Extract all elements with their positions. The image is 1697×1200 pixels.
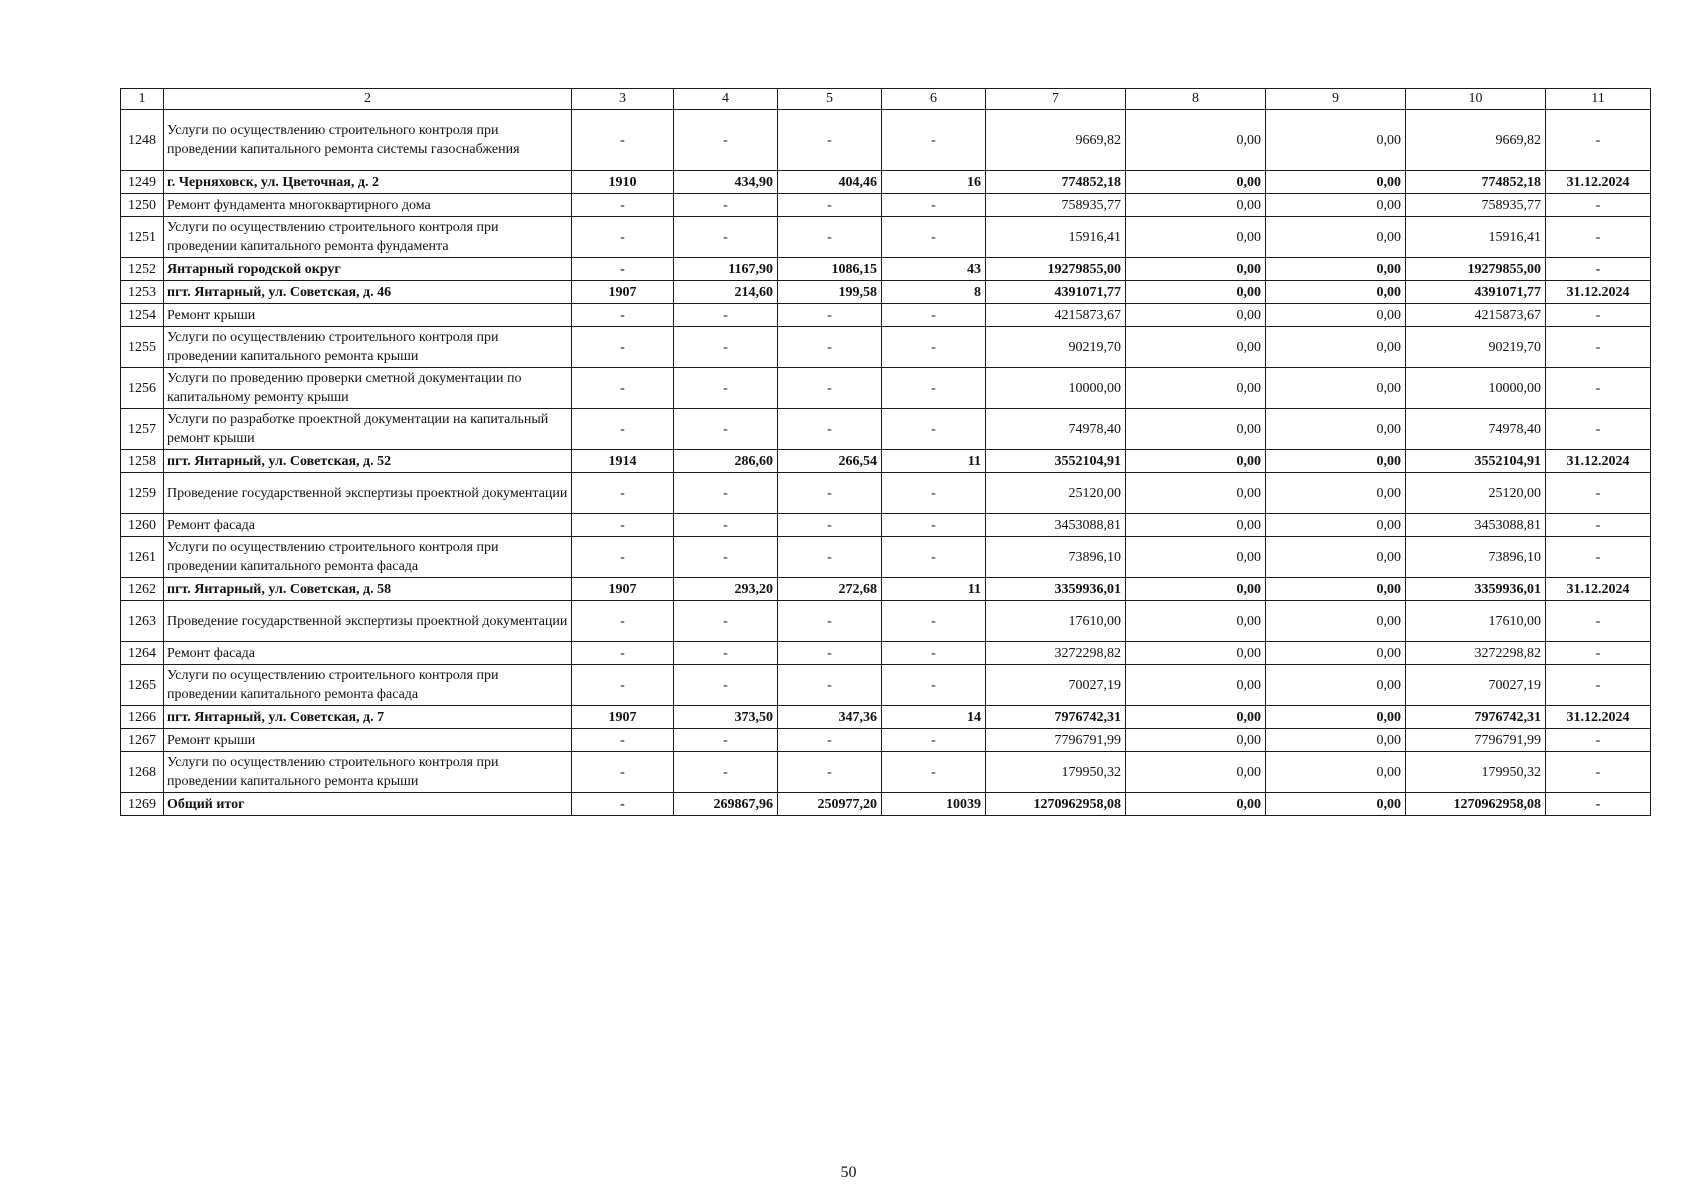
row-number: 1250: [121, 194, 164, 217]
total-cost-cell: 9669,82: [986, 110, 1126, 171]
living-area-cell: -: [778, 752, 882, 793]
total-area-cell: -: [674, 217, 778, 258]
year-cell: -: [572, 642, 674, 665]
year-cell: -: [572, 304, 674, 327]
table-row: [121, 665, 1651, 706]
total-area-cell: 214,60: [674, 281, 778, 304]
year-cell: -: [572, 258, 674, 281]
living-area-cell: -: [778, 601, 882, 642]
total-area-cell: -: [674, 194, 778, 217]
total-cost-cell: 4215873,67: [986, 304, 1126, 327]
fund-cost-cell: 0,00: [1126, 514, 1266, 537]
residents-cell: -: [882, 473, 986, 514]
fund-cost-cell: 0,00: [1126, 258, 1266, 281]
item-name: г. Черняховск, ул. Цветочная, д. 2: [164, 171, 572, 194]
table-row: [121, 281, 1651, 304]
residents-cell: 43: [882, 258, 986, 281]
column-number: 8: [1126, 89, 1266, 110]
living-area-cell: 404,46: [778, 171, 882, 194]
column-number-row: [121, 89, 1651, 110]
living-area-cell: 1086,15: [778, 258, 882, 281]
budget-cost-cell: 0,00: [1266, 409, 1406, 450]
item-name: Услуги по осуществлению строительного контроля при проведении капитального ремонта крыши: [164, 327, 572, 368]
item-name: Проведение государственной экспертизы проектной документации: [164, 601, 572, 642]
fund-cost-cell: 0,00: [1126, 368, 1266, 409]
fund-cost-cell: 0,00: [1126, 450, 1266, 473]
total-cost-cell: 179950,32: [986, 752, 1126, 793]
column-number: 7: [986, 89, 1126, 110]
fund-cost-cell: 0,00: [1126, 537, 1266, 578]
total-area-cell: -: [674, 752, 778, 793]
deadline-cell: -: [1546, 304, 1651, 327]
item-name: пгт. Янтарный, ул. Советская, д. 46: [164, 281, 572, 304]
budget-cost-cell: 0,00: [1266, 194, 1406, 217]
deadline-cell: -: [1546, 110, 1651, 171]
fund-cost-cell: 0,00: [1126, 706, 1266, 729]
row-number: 1266: [121, 706, 164, 729]
budget-cost-cell: 0,00: [1266, 537, 1406, 578]
fund-cost-cell: 0,00: [1126, 304, 1266, 327]
owner-funds-cell: 758935,77: [1406, 194, 1546, 217]
residents-cell: -: [882, 194, 986, 217]
total-cost-cell: 3272298,82: [986, 642, 1126, 665]
owner-funds-cell: 25120,00: [1406, 473, 1546, 514]
item-name: Ремонт фасада: [164, 514, 572, 537]
table-row: [121, 642, 1651, 665]
table-row: [121, 578, 1651, 601]
living-area-cell: 250977,20: [778, 793, 882, 816]
row-number: 1264: [121, 642, 164, 665]
fund-cost-cell: 0,00: [1126, 327, 1266, 368]
deadline-cell: -: [1546, 409, 1651, 450]
item-name: Услуги по проведению проверки сметной документации по капитальному ремонту крыши: [164, 368, 572, 409]
living-area-cell: -: [778, 409, 882, 450]
deadline-cell: -: [1546, 752, 1651, 793]
capital-repair-table: [120, 88, 1651, 816]
deadline-cell: -: [1546, 665, 1651, 706]
total-cost-cell: 74978,40: [986, 409, 1126, 450]
deadline-cell: -: [1546, 514, 1651, 537]
owner-funds-cell: 3453088,81: [1406, 514, 1546, 537]
total-area-cell: 293,20: [674, 578, 778, 601]
budget-cost-cell: 0,00: [1266, 665, 1406, 706]
total-cost-cell: 3552104,91: [986, 450, 1126, 473]
budget-cost-cell: 0,00: [1266, 514, 1406, 537]
fund-cost-cell: 0,00: [1126, 578, 1266, 601]
item-name: Услуги по осуществлению строительного контроля при проведении капитального ремонта фасада: [164, 665, 572, 706]
residents-cell: -: [882, 327, 986, 368]
year-cell: -: [572, 665, 674, 706]
table-row: [121, 706, 1651, 729]
table-row: [121, 601, 1651, 642]
budget-cost-cell: 0,00: [1266, 217, 1406, 258]
residents-cell: 14: [882, 706, 986, 729]
table-row: [121, 473, 1651, 514]
total-area-cell: -: [674, 304, 778, 327]
owner-funds-cell: 3272298,82: [1406, 642, 1546, 665]
table-row: [121, 110, 1651, 171]
living-area-cell: 266,54: [778, 450, 882, 473]
deadline-cell: 31.12.2024: [1546, 171, 1651, 194]
living-area-cell: -: [778, 327, 882, 368]
row-number: 1255: [121, 327, 164, 368]
year-cell: -: [572, 327, 674, 368]
total-area-cell: 269867,96: [674, 793, 778, 816]
year-cell: 1907: [572, 578, 674, 601]
total-area-cell: -: [674, 327, 778, 368]
deadline-cell: -: [1546, 642, 1651, 665]
living-area-cell: -: [778, 665, 882, 706]
column-number: 5: [778, 89, 882, 110]
row-number: 1265: [121, 665, 164, 706]
residents-cell: 16: [882, 171, 986, 194]
year-cell: -: [572, 752, 674, 793]
fund-cost-cell: 0,00: [1126, 171, 1266, 194]
year-cell: -: [572, 409, 674, 450]
total-cost-cell: 10000,00: [986, 368, 1126, 409]
owner-funds-cell: 74978,40: [1406, 409, 1546, 450]
table-row: [121, 258, 1651, 281]
owner-funds-cell: 1270962958,08: [1406, 793, 1546, 816]
row-number: 1248: [121, 110, 164, 171]
deadline-cell: 31.12.2024: [1546, 578, 1651, 601]
year-cell: -: [572, 217, 674, 258]
total-area-cell: -: [674, 642, 778, 665]
total-area-cell: -: [674, 110, 778, 171]
deadline-cell: 31.12.2024: [1546, 281, 1651, 304]
item-name: Ремонт фасада: [164, 642, 572, 665]
year-cell: -: [572, 729, 674, 752]
row-number: 1262: [121, 578, 164, 601]
table-row: [121, 304, 1651, 327]
total-area-cell: -: [674, 601, 778, 642]
column-number: 4: [674, 89, 778, 110]
living-area-cell: -: [778, 537, 882, 578]
living-area-cell: -: [778, 217, 882, 258]
residents-cell: -: [882, 665, 986, 706]
total-cost-cell: 1270962958,08: [986, 793, 1126, 816]
fund-cost-cell: 0,00: [1126, 281, 1266, 304]
budget-cost-cell: 0,00: [1266, 473, 1406, 514]
fund-cost-cell: 0,00: [1126, 729, 1266, 752]
owner-funds-cell: 7976742,31: [1406, 706, 1546, 729]
living-area-cell: -: [778, 194, 882, 217]
year-cell: -: [572, 601, 674, 642]
fund-cost-cell: 0,00: [1126, 194, 1266, 217]
budget-cost-cell: 0,00: [1266, 281, 1406, 304]
owner-funds-cell: 7796791,99: [1406, 729, 1546, 752]
residents-cell: 10039: [882, 793, 986, 816]
row-number: 1260: [121, 514, 164, 537]
living-area-cell: 272,68: [778, 578, 882, 601]
owner-funds-cell: 90219,70: [1406, 327, 1546, 368]
year-cell: -: [572, 514, 674, 537]
budget-cost-cell: 0,00: [1266, 450, 1406, 473]
item-name: Услуги по осуществлению строительного контроля при проведении капитального ремонта фасада: [164, 537, 572, 578]
column-number: 11: [1546, 89, 1651, 110]
residents-cell: -: [882, 752, 986, 793]
column-number: 1: [121, 89, 164, 110]
deadline-cell: -: [1546, 537, 1651, 578]
total-area-cell: -: [674, 537, 778, 578]
owner-funds-cell: 19279855,00: [1406, 258, 1546, 281]
total-area-cell: -: [674, 514, 778, 537]
deadline-cell: -: [1546, 729, 1651, 752]
year-cell: 1907: [572, 706, 674, 729]
residents-cell: -: [882, 368, 986, 409]
budget-cost-cell: 0,00: [1266, 793, 1406, 816]
living-area-cell: -: [778, 473, 882, 514]
year-cell: 1907: [572, 281, 674, 304]
total-area-cell: 1167,90: [674, 258, 778, 281]
item-name: Услуги по осуществлению строительного контроля при проведении капитального ремонта фундамента: [164, 217, 572, 258]
total-cost-cell: 774852,18: [986, 171, 1126, 194]
year-cell: -: [572, 194, 674, 217]
total-area-cell: -: [674, 473, 778, 514]
living-area-cell: -: [778, 642, 882, 665]
budget-cost-cell: 0,00: [1266, 578, 1406, 601]
total-cost-cell: 15916,41: [986, 217, 1126, 258]
budget-cost-cell: 0,00: [1266, 601, 1406, 642]
budget-cost-cell: 0,00: [1266, 706, 1406, 729]
table-row: [121, 752, 1651, 793]
owner-funds-cell: 17610,00: [1406, 601, 1546, 642]
table-row: [121, 409, 1651, 450]
residents-cell: 11: [882, 450, 986, 473]
budget-cost-cell: 0,00: [1266, 642, 1406, 665]
column-number: 3: [572, 89, 674, 110]
table-row: [121, 537, 1651, 578]
table-row: [121, 514, 1651, 537]
table-row: [121, 171, 1651, 194]
owner-funds-cell: 73896,10: [1406, 537, 1546, 578]
owner-funds-cell: 70027,19: [1406, 665, 1546, 706]
owner-funds-cell: 4391071,77: [1406, 281, 1546, 304]
item-name: Услуги по осуществлению строительного контроля при проведении капитального ремонта крыши: [164, 752, 572, 793]
total-area-cell: 286,60: [674, 450, 778, 473]
residents-cell: -: [882, 304, 986, 327]
deadline-cell: -: [1546, 258, 1651, 281]
item-name: Проведение государственной экспертизы проектной документации: [164, 473, 572, 514]
total-cost-cell: 70027,19: [986, 665, 1126, 706]
residents-cell: 11: [882, 578, 986, 601]
budget-cost-cell: 0,00: [1266, 110, 1406, 171]
total-area-cell: -: [674, 368, 778, 409]
row-number: 1263: [121, 601, 164, 642]
table-row: [121, 368, 1651, 409]
residents-cell: 8: [882, 281, 986, 304]
owner-funds-cell: 3359936,01: [1406, 578, 1546, 601]
residents-cell: -: [882, 729, 986, 752]
year-cell: -: [572, 473, 674, 514]
deadline-cell: -: [1546, 327, 1651, 368]
total-cost-cell: 7796791,99: [986, 729, 1126, 752]
fund-cost-cell: 0,00: [1126, 642, 1266, 665]
owner-funds-cell: 9669,82: [1406, 110, 1546, 171]
fund-cost-cell: 0,00: [1126, 409, 1266, 450]
fund-cost-cell: 0,00: [1126, 752, 1266, 793]
year-cell: 1914: [572, 450, 674, 473]
residents-cell: -: [882, 642, 986, 665]
owner-funds-cell: 4215873,67: [1406, 304, 1546, 327]
living-area-cell: -: [778, 304, 882, 327]
table-row: [121, 450, 1651, 473]
year-cell: -: [572, 537, 674, 578]
table-row: [121, 327, 1651, 368]
residents-cell: -: [882, 514, 986, 537]
total-cost-cell: 3453088,81: [986, 514, 1126, 537]
living-area-cell: -: [778, 729, 882, 752]
row-number: 1249: [121, 171, 164, 194]
row-number: 1268: [121, 752, 164, 793]
deadline-cell: -: [1546, 601, 1651, 642]
item-name: Ремонт фундамента многоквартирного дома: [164, 194, 572, 217]
column-number: 6: [882, 89, 986, 110]
owner-funds-cell: 10000,00: [1406, 368, 1546, 409]
deadline-cell: -: [1546, 473, 1651, 514]
living-area-cell: 199,58: [778, 281, 882, 304]
owner-funds-cell: 15916,41: [1406, 217, 1546, 258]
owner-funds-cell: 774852,18: [1406, 171, 1546, 194]
row-number: 1258: [121, 450, 164, 473]
item-name: пгт. Янтарный, ул. Советская, д. 7: [164, 706, 572, 729]
item-name: Ремонт крыши: [164, 729, 572, 752]
total-cost-cell: 19279855,00: [986, 258, 1126, 281]
year-cell: 1910: [572, 171, 674, 194]
row-number: 1269: [121, 793, 164, 816]
total-area-cell: -: [674, 729, 778, 752]
total-area-cell: 373,50: [674, 706, 778, 729]
total-cost-cell: 73896,10: [986, 537, 1126, 578]
fund-cost-cell: 0,00: [1126, 110, 1266, 171]
residents-cell: -: [882, 110, 986, 171]
column-number: 10: [1406, 89, 1546, 110]
total-cost-cell: 3359936,01: [986, 578, 1126, 601]
residents-cell: -: [882, 409, 986, 450]
item-name: Янтарный городской округ: [164, 258, 572, 281]
column-number: 2: [164, 89, 572, 110]
row-number: 1257: [121, 409, 164, 450]
budget-cost-cell: 0,00: [1266, 171, 1406, 194]
deadline-cell: -: [1546, 217, 1651, 258]
residents-cell: -: [882, 217, 986, 258]
owner-funds-cell: 3552104,91: [1406, 450, 1546, 473]
total-area-cell: -: [674, 665, 778, 706]
fund-cost-cell: 0,00: [1126, 217, 1266, 258]
total-cost-cell: 4391071,77: [986, 281, 1126, 304]
total-area-cell: 434,90: [674, 171, 778, 194]
deadline-cell: -: [1546, 368, 1651, 409]
residents-cell: -: [882, 601, 986, 642]
row-number: 1259: [121, 473, 164, 514]
total-cost-cell: 25120,00: [986, 473, 1126, 514]
fund-cost-cell: 0,00: [1126, 473, 1266, 514]
budget-cost-cell: 0,00: [1266, 304, 1406, 327]
deadline-cell: 31.12.2024: [1546, 706, 1651, 729]
owner-funds-cell: 179950,32: [1406, 752, 1546, 793]
living-area-cell: -: [778, 368, 882, 409]
budget-cost-cell: 0,00: [1266, 327, 1406, 368]
item-name: Услуги по разработке проектной документации на капитальный ремонт крыши: [164, 409, 572, 450]
year-cell: -: [572, 793, 674, 816]
year-cell: -: [572, 368, 674, 409]
deadline-cell: -: [1546, 793, 1651, 816]
item-name: Ремонт крыши: [164, 304, 572, 327]
fund-cost-cell: 0,00: [1126, 793, 1266, 816]
total-cost-cell: 758935,77: [986, 194, 1126, 217]
total-cost-cell: 90219,70: [986, 327, 1126, 368]
row-number: 1252: [121, 258, 164, 281]
row-number: 1256: [121, 368, 164, 409]
budget-cost-cell: 0,00: [1266, 258, 1406, 281]
fund-cost-cell: 0,00: [1126, 601, 1266, 642]
residents-cell: -: [882, 537, 986, 578]
column-number: 9: [1266, 89, 1406, 110]
table-row: [121, 793, 1651, 816]
budget-cost-cell: 0,00: [1266, 729, 1406, 752]
item-name: Общий итог: [164, 793, 572, 816]
table-row: [121, 729, 1651, 752]
row-number: 1253: [121, 281, 164, 304]
total-cost-cell: 7976742,31: [986, 706, 1126, 729]
item-name: пгт. Янтарный, ул. Советская, д. 58: [164, 578, 572, 601]
table-row: [121, 194, 1651, 217]
living-area-cell: -: [778, 514, 882, 537]
deadline-cell: -: [1546, 194, 1651, 217]
living-area-cell: 347,36: [778, 706, 882, 729]
item-name: Услуги по осуществлению строительного контроля при проведении капитального ремонта системы газоснабжения: [164, 110, 572, 171]
row-number: 1251: [121, 217, 164, 258]
fund-cost-cell: 0,00: [1126, 665, 1266, 706]
page-number: 50: [840, 1164, 857, 1181]
item-name: пгт. Янтарный, ул. Советская, д. 52: [164, 450, 572, 473]
table-row: [121, 217, 1651, 258]
living-area-cell: -: [778, 110, 882, 171]
budget-cost-cell: 0,00: [1266, 752, 1406, 793]
row-number: 1254: [121, 304, 164, 327]
document-table-wrapper: [120, 88, 1650, 816]
table-body: [121, 110, 1651, 816]
total-area-cell: -: [674, 409, 778, 450]
total-cost-cell: 17610,00: [986, 601, 1126, 642]
budget-cost-cell: 0,00: [1266, 368, 1406, 409]
deadline-cell: 31.12.2024: [1546, 450, 1651, 473]
row-number: 1267: [121, 729, 164, 752]
year-cell: -: [572, 110, 674, 171]
row-number: 1261: [121, 537, 164, 578]
